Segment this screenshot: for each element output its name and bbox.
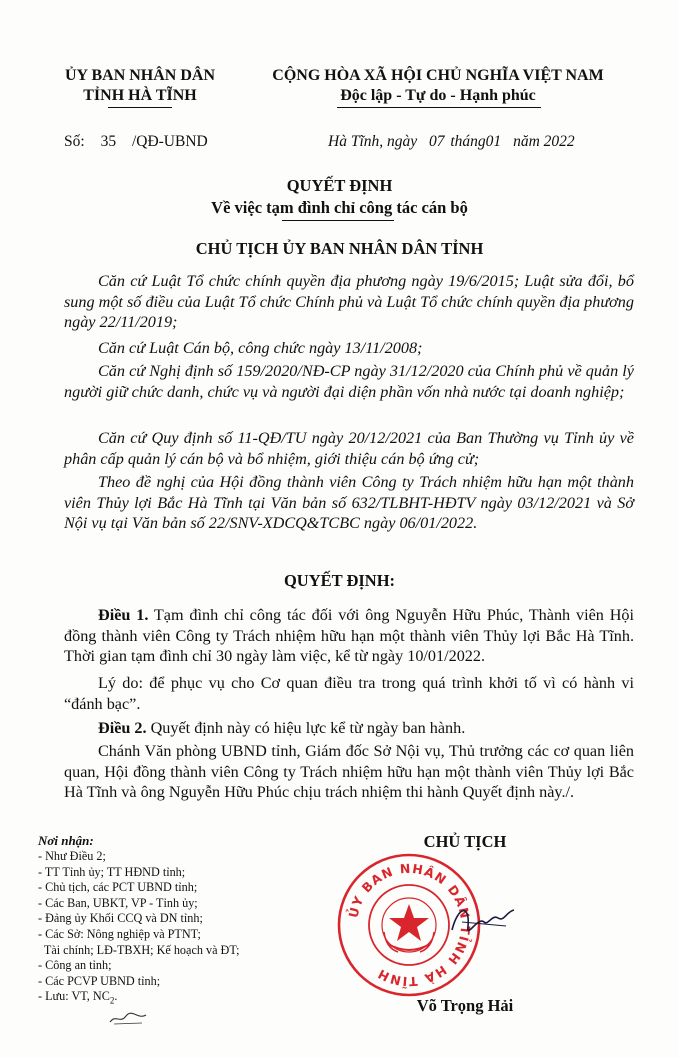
agency-line-1: ỦY BAN NHÂN DÂN [64, 67, 216, 84]
decision-heading: QUYẾT ĐỊNH: [283, 571, 396, 590]
recipients-label: Nơi nhận: [38, 833, 94, 848]
document-number [64, 133, 208, 151]
recipient-item: - TT Tỉnh ủy; TT HĐND tỉnh; [38, 864, 186, 879]
number-suffix: /QĐ-UBND [131, 133, 208, 150]
recipient-item: - Công an tỉnh; [38, 958, 112, 973]
date-day: 07 [429, 133, 445, 150]
nation-line-2: Độc lập - Tự do - Hạnh phúc [340, 87, 536, 104]
agency-line-2: TỈNH HÀ TĨNH [83, 87, 197, 104]
recipients-block [38, 833, 338, 1009]
date-year: năm 2022 [513, 133, 575, 150]
recipient-archive: - Lưu: VT, NC [38, 989, 110, 1004]
reason: Lý do: để phục vụ cho Cơ quan điều tra trong quá trình khởi tố vì có hành vi “đánh bạc”. [64, 674, 634, 713]
article-1 [64, 605, 634, 667]
emblem-star-icon [389, 904, 429, 941]
initials-mark [108, 1010, 148, 1026]
basis-2: Căn cứ Luật Cán bộ, công chức ngày 13/11/2008; [98, 339, 423, 357]
archive-subscript: 2 [109, 995, 115, 1006]
recipient-item: Tài chính; LĐ-TBXH; Kế hoạch và ĐT; [38, 942, 240, 957]
basis-1: Căn cứ Luật Tổ chức chính quyền địa phương ngày 19/6/2015; Luật sửa đổi, bổ sung một số điều của Luật Tổ chức Chính phủ và Luật Tổ chức chính quyền địa phương ngày 22/11/2019; [64, 272, 634, 331]
recipient-item: - Chủ tịch, các PCT UBND tỉnh; [38, 880, 198, 895]
article-2 [64, 718, 634, 739]
basis-5: Theo đề nghị của Hội đồng thành viên Công ty Trách nhiệm hữu hạn một thành viên Thủy lợi Bắc Hà Tĩnh tại Văn bản số 632/TLBHT-HĐTV ngày 03/12/2021 và Sở Nội vụ tại Văn bản số 22/SNV-XDCQ&TCBC ngày 06/01/2022. [64, 473, 634, 532]
execution-clause: Chánh Văn phòng UBND tỉnh, Giám đốc Sở Nội vụ, Thủ trưởng các cơ quan liên quan, Hội đồng thành viên Công ty Trách nhiệm hữu hạn một thành viên Thủy lợi Bắc Hà Tĩnh và ông Nguyễn Hữu Phúc chịu trách nhiệm thi hành Quyết định này./. [64, 742, 634, 801]
article-2-text: Quyết định này có hiệu lực kể từ ngày ban hành. [146, 719, 466, 737]
issuing-authority: CHỦ TỊCH ỦY BAN NHÂN DÂN TỈNH [195, 239, 484, 258]
agency-underline [108, 107, 172, 108]
recipient-item: - Các Sở: Nông nghiệp và PTNT; [38, 926, 201, 941]
subject-underline [282, 220, 394, 221]
document-title: QUYẾT ĐỊNH [286, 176, 393, 195]
issue-date [328, 133, 575, 151]
basis-4: Căn cứ Quy định số 11-QĐ/TU ngày 20/12/2021 của Ban Thường vụ Tỉnh ủy về phân cấp quản lý cán bộ và bổ nhiệm, giới thiệu cán bộ ứng cử; [64, 429, 634, 468]
document-subject: Về việc tạm đình chỉ công tác cán bộ [211, 198, 468, 217]
nation-line-1: CỘNG HÒA XÃ HỘI CHỦ NGHĨA VIỆT NAM [272, 67, 604, 84]
recipient-item-last [38, 989, 338, 1009]
number-value: 35 [100, 133, 117, 150]
recipient-item: - Như Điều 2; [38, 849, 106, 863]
basis-3: Căn cứ Nghị định số 159/2020/NĐ-CP ngày 31/12/2020 của Chính phủ về quản lý người giữ chức danh, chức vụ và người đại diện phần vốn nhà nước tại doanh nghiệp; [64, 362, 634, 401]
article-2-label: Điều 2. [98, 719, 147, 737]
number-label: Số: [64, 133, 85, 150]
agency-name [40, 66, 240, 106]
date-month: tháng01 [450, 133, 502, 150]
motto-underline [337, 107, 541, 108]
handwritten-signature [448, 896, 518, 946]
recipient-item: - Các Ban, UBKT, VP - Tỉnh ủy; [38, 895, 198, 910]
national-motto [250, 66, 626, 106]
signer-name: Võ Trọng Hải [416, 996, 514, 1015]
date-text: Hà Tĩnh, ngày [328, 133, 418, 150]
article-1-label: Điều 1. [98, 606, 149, 624]
article-1-text: Tạm đình chỉ công tác đối với ông Nguyễn Hữu Phúc, Thành viên Hội đồng thành viên Công ty Trách nhiệm hữu hạn một thành viên Thủy lợi Bắc Hà Tĩnh. Thời gian tạm đình chỉ 30 ngày làm việc, kể từ ngày 10/01/2022. [64, 606, 634, 665]
archive-suffix: . [114, 989, 118, 1004]
signer-title: CHỦ TỊCH [423, 832, 507, 851]
seal-text: ỦY BAN NHÂN DÂN TỈNH HÀ TĨNH [345, 860, 474, 990]
recipient-item: - Các PCVP UBND tỉnh; [38, 973, 161, 988]
recipient-item: - Đảng ủy Khối CCQ và DN tỉnh; [38, 911, 203, 926]
